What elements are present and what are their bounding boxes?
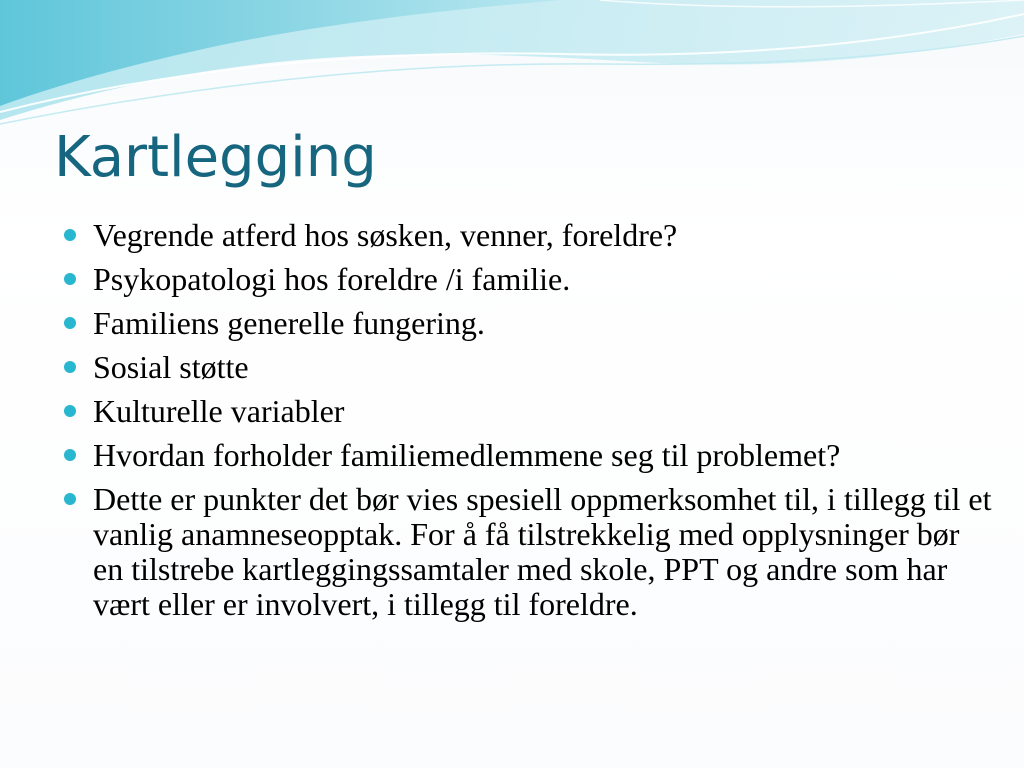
bullet-text: Hvordan forholder familiemedlemmene seg til problemet? (93, 437, 841, 473)
bullet-dot-icon (64, 361, 76, 373)
bullet-text: Familiens generelle fungering. (93, 305, 485, 341)
bullet-text: Kulturelle variabler (93, 393, 345, 429)
bullet-dot-icon (64, 493, 76, 505)
bullet-item (62, 394, 992, 429)
bullet-dot-icon (64, 273, 76, 285)
bullet-dot-icon (64, 405, 76, 417)
bullet-item (62, 350, 992, 385)
bullet-list (62, 218, 992, 631)
bullet-text: Dette er punkter det bør vies spesiell oppmerksomhet til, i tillegg til et vanlig anamneseopptak. For å få tilstrekkelig med opplysninger bør en tilstrebe kartleggingssamtaler med skole, PPT og andre som har vært eller er involvert, i tillegg til foreldre. (93, 481, 992, 622)
bullet-text: Psykopatologi hos foreldre /i familie. (93, 261, 571, 297)
bullet-dot-icon (64, 317, 76, 329)
bullet-item (62, 218, 992, 253)
bullet-item (62, 482, 992, 622)
header-wave-decoration (0, 0, 1024, 130)
bullet-item (62, 306, 992, 341)
bullet-item (62, 262, 992, 297)
bullet-text: Vegrende atferd hos søsken, venner, foreldre? (93, 217, 678, 253)
bullet-item (62, 438, 992, 473)
bullet-text: Sosial støtte (93, 349, 249, 385)
bullet-dot-icon (64, 449, 76, 461)
slide-title: Kartlegging (54, 125, 377, 190)
bullet-dot-icon (64, 229, 76, 241)
